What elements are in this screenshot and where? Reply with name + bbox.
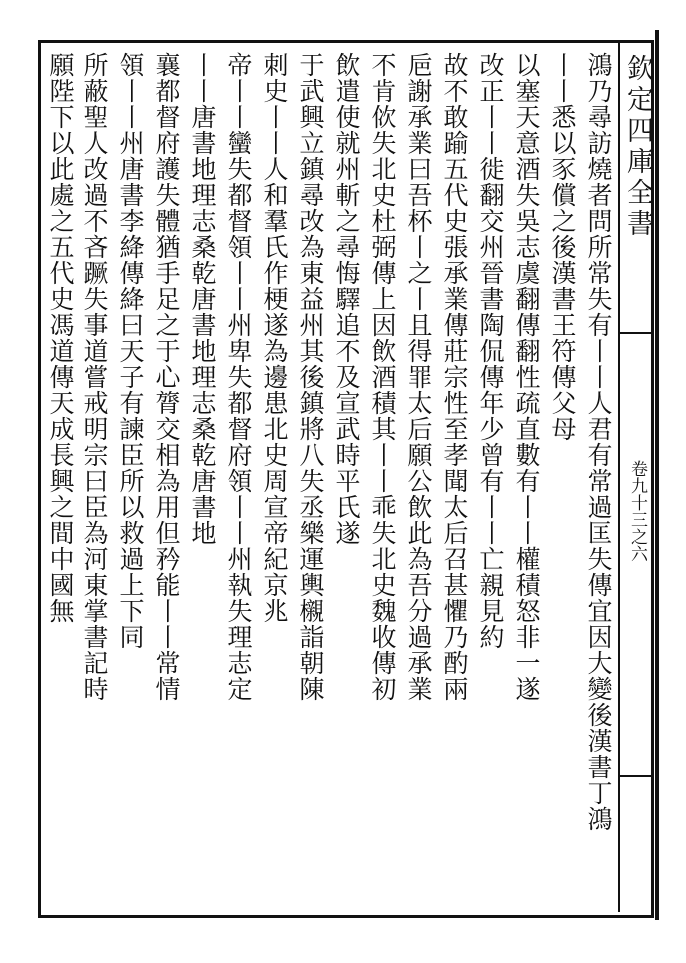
text-column: 丨丨悉以豕償之後漢書王符傳父母 — [548, 52, 577, 442]
text-column: 願陛下以此處之五代史馮道傳天成長興之間中國無 — [46, 52, 75, 624]
text-column: 刺史丨丨人和羣氏作梗遂為邊患北史周宣帝紀京兆 — [260, 52, 289, 624]
page-edge-line — [655, 30, 659, 920]
spine-divider — [620, 332, 654, 334]
text-column: 所蔽聖人改過不吝蹶失事道嘗戒明宗曰臣為河東掌書記時 — [80, 52, 109, 702]
text-column: 鴻乃尋訪燒者問所常失有丨丨人君有常過匡失傳宜因大變後漢書丁鴻 — [584, 52, 613, 832]
text-column: 不肯佽失北史杜弼傳上因飲酒積其丨丨乖失北史魏收傳初 — [368, 52, 397, 702]
book-title: 欽定四庫全書 — [622, 54, 653, 240]
text-column: 領丨丨州唐書李絳傳絳曰天子有諫臣所以救過上下同 — [116, 52, 145, 650]
text-column: 故不敢踰五代史張承業傳莊宗性至孝聞太后召甚懼乃酌兩 — [440, 52, 469, 702]
text-column: 改正丨丨徙翻交州晉書陶侃傳年少曾有丨丨亡親見約 — [476, 52, 505, 650]
text-column: 帝丨丨蠻失都督領丨丨州卑失都督府領丨丨州執失理志定 — [224, 52, 253, 702]
page-spine — [618, 40, 654, 912]
text-column: 巵謝承業曰吾杯丨之丨且得罪太后願公飲此為吾分過承業 — [404, 52, 433, 702]
text-column: 于武興立鎮尋改為東益州其後鎮將八失丞樂運輿櫬詣朝陳 — [296, 52, 325, 702]
text-column: 丨丨唐書地理志桑乾唐書地理志桑乾唐書地 — [188, 52, 217, 546]
spine-divider — [620, 775, 654, 777]
text-column: 飲遣使就州斬之尋悔驛追不及宣武時平氏遂 — [332, 52, 361, 546]
text-column: 以塞天意酒失吳志虞翻傳翻性疏直數有丨丨權積怒非一遂 — [512, 52, 541, 702]
text-column: 襄都督府護失體猶手足之于心膂交相為用但矜能丨丨常情 — [152, 52, 181, 702]
section-number: 卷九十三之六 — [627, 460, 647, 562]
